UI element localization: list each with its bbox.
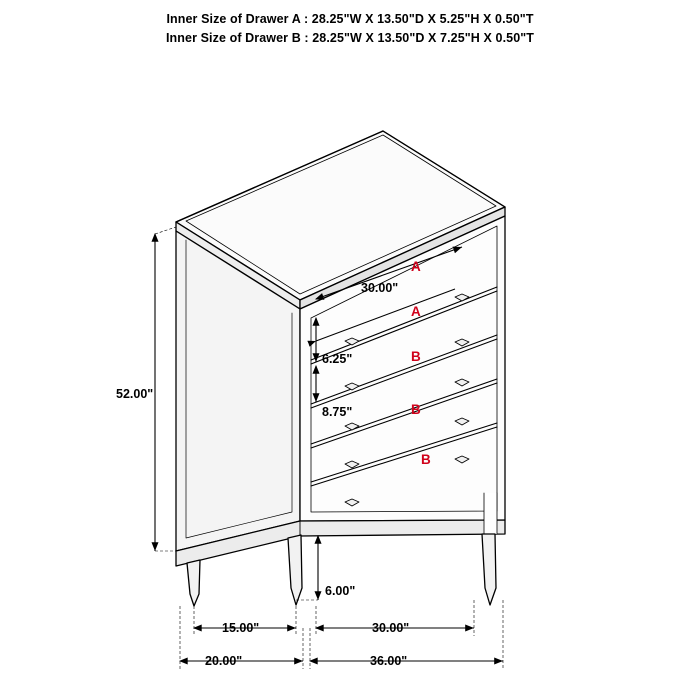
drawer-label-5: B	[421, 452, 431, 467]
leg-back-left	[187, 560, 200, 606]
drawer-label-4: B	[411, 402, 421, 417]
drawer-a-spec-line: Inner Size of Drawer A : 28.25"W X 13.50"D X 5.25"H X 0.50"T	[166, 12, 534, 26]
label-side-depth-inner: 15.00"	[222, 621, 260, 635]
leg-front-left	[288, 535, 302, 605]
label-drawer-width-top: 30.00"	[361, 281, 399, 295]
label-leg-height: 6.00"	[325, 584, 356, 598]
label-drawer-b-height: 8.75"	[322, 405, 353, 419]
label-front-width-outer: 36.00"	[370, 654, 408, 668]
drawer-label-1: A	[411, 259, 421, 274]
drawer-label-2: A	[411, 304, 421, 319]
label-drawer-a-height: 6.25"	[322, 352, 353, 366]
label-side-depth-outer: 20.00"	[205, 654, 243, 668]
chest-body	[176, 131, 505, 606]
leg-front-right	[482, 534, 496, 605]
drawer-b-spec-line: Inner Size of Drawer B : 28.25"W X 13.50"D X 7.25"H X 0.50"T	[165, 31, 535, 45]
dim-total-height	[155, 227, 176, 551]
label-front-width-inner: 30.00"	[372, 621, 410, 635]
label-total-height: 52.00"	[116, 387, 154, 401]
drawer-label-3: B	[411, 349, 421, 364]
